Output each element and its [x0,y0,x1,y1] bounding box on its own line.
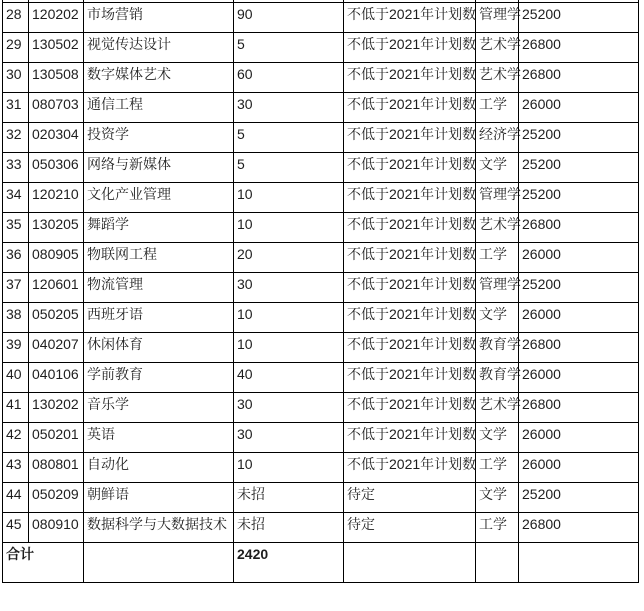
major-code-cell: 020304 [29,123,84,153]
tuition-cell: 26800 [519,513,639,543]
plan-note-cell: 不低于2021年计划数 [344,183,476,213]
tuition-cell: 26000 [519,423,639,453]
major-code-cell: 040106 [29,363,84,393]
row-number-cell: 29 [3,33,29,63]
major-name-cell: 投资学 [84,123,234,153]
major-code-cell: 080801 [29,453,84,483]
tuition-cell: 26000 [519,363,639,393]
tuition-cell: 26000 [519,453,639,483]
tuition-cell: 26000 [519,243,639,273]
tuition-cell: 26800 [519,393,639,423]
discipline-cell: 文学 [476,483,519,513]
major-code-cell: 130202 [29,393,84,423]
summary-total: 2420 [234,543,344,583]
plan-note-cell: 不低于2021年计划数 [344,333,476,363]
plan-count-cell: 20 [234,243,344,273]
tuition-cell [519,543,639,583]
discipline-cell: 工学 [476,513,519,543]
row-number-cell: 31 [3,93,29,123]
major-code-cell: 130502 [29,33,84,63]
tuition-cell: 25200 [519,273,639,303]
major-name-cell: 数据科学与大数据技术 [84,513,234,543]
row-number-cell: 34 [3,183,29,213]
row-number-cell: 39 [3,333,29,363]
tuition-cell: 25200 [519,3,639,33]
discipline-cell [476,543,519,583]
row-number-cell: 41 [3,393,29,423]
major-code-cell: 120210 [29,183,84,213]
tuition-cell: 26000 [519,303,639,333]
major-code-cell: 080703 [29,93,84,123]
table-row [3,213,639,243]
table-row [3,153,639,183]
major-code-cell: 050306 [29,153,84,183]
tuition-cell: 26800 [519,63,639,93]
major-name-cell: 视觉传达设计 [84,33,234,63]
tuition-cell: 26800 [519,33,639,63]
major-name-cell: 文化产业管理 [84,183,234,213]
plan-count-cell: 40 [234,363,344,393]
plan-count-cell: 5 [234,33,344,63]
plan-count-cell: 10 [234,333,344,363]
major-name-cell [84,543,234,583]
discipline-cell: 艺术学 [476,213,519,243]
plan-count-cell: 90 [234,3,344,33]
row-number-cell: 44 [3,483,29,513]
plan-note-cell: 待定 [344,483,476,513]
plan-count-cell: 10 [234,183,344,213]
tuition-cell: 25200 [519,153,639,183]
table-row [3,3,639,33]
summary-label: 合计 [3,543,84,583]
discipline-cell: 文学 [476,423,519,453]
discipline-cell: 艺术学 [476,63,519,93]
discipline-cell: 工学 [476,93,519,123]
plan-count-cell: 5 [234,153,344,183]
major-name-cell: 网络与新媒体 [84,153,234,183]
discipline-cell: 艺术学 [476,33,519,63]
major-name-cell: 数字媒体艺术 [84,63,234,93]
discipline-cell: 管理学 [476,183,519,213]
discipline-cell: 文学 [476,153,519,183]
plan-note-cell: 不低于2021年计划数 [344,393,476,423]
table-row [3,123,639,153]
plan-count-cell: 10 [234,213,344,243]
major-name-cell: 学前教育 [84,363,234,393]
major-name-cell: 市场营销 [84,3,234,33]
plan-note-cell: 不低于2021年计划数 [344,33,476,63]
discipline-cell: 工学 [476,243,519,273]
major-name-cell: 西班牙语 [84,303,234,333]
discipline-cell: 管理学 [476,3,519,33]
plan-note-cell: 不低于2021年计划数 [344,453,476,483]
row-number-cell: 43 [3,453,29,483]
major-code-cell: 050201 [29,423,84,453]
plan-count-cell: 30 [234,393,344,423]
plan-count-cell: 未招 [234,513,344,543]
tuition-cell: 25200 [519,123,639,153]
plan-note-cell [344,543,476,583]
tuition-cell: 25200 [519,483,639,513]
plan-count-cell: 30 [234,273,344,303]
table-row [3,33,639,63]
major-name-cell: 休闲体育 [84,333,234,363]
major-code-cell: 050209 [29,483,84,513]
major-name-cell: 物联网工程 [84,243,234,273]
table-row [3,93,639,123]
major-name-cell: 物流管理 [84,273,234,303]
discipline-cell: 文学 [476,303,519,333]
major-code-cell: 130205 [29,213,84,243]
major-code-cell: 120202 [29,3,84,33]
table-row [3,183,639,213]
major-name-cell: 舞蹈学 [84,213,234,243]
row-number-cell: 35 [3,213,29,243]
row-number-cell: 40 [3,363,29,393]
table-row [3,303,639,333]
plan-count-cell: 30 [234,93,344,123]
major-name-cell: 音乐学 [84,393,234,423]
plan-count-cell: 10 [234,453,344,483]
summary-row [3,543,639,583]
table-row [3,393,639,423]
plan-note-cell: 不低于2021年计划数 [344,63,476,93]
discipline-cell: 工学 [476,453,519,483]
discipline-cell: 教育学 [476,333,519,363]
row-number-cell: 28 [3,3,29,33]
plan-count-cell: 60 [234,63,344,93]
tuition-cell: 26800 [519,333,639,363]
major-code-cell: 080910 [29,513,84,543]
tuition-cell: 26000 [519,93,639,123]
row-number-cell: 33 [3,153,29,183]
table-row [3,513,639,543]
enrollment-plan-table [2,0,639,583]
row-number-cell: 36 [3,243,29,273]
major-code-cell: 080905 [29,243,84,273]
tuition-cell: 26800 [519,213,639,243]
discipline-cell: 管理学 [476,273,519,303]
plan-note-cell: 不低于2021年计划数 [344,153,476,183]
plan-note-cell: 不低于2021年计划数 [344,93,476,123]
major-code-cell: 050205 [29,303,84,333]
row-number-cell: 30 [3,63,29,93]
row-number-cell: 45 [3,513,29,543]
plan-note-cell: 不低于2021年计划数 [344,423,476,453]
table-row [3,273,639,303]
discipline-cell: 教育学 [476,363,519,393]
major-name-cell: 自动化 [84,453,234,483]
major-name-cell: 通信工程 [84,93,234,123]
plan-count-cell: 30 [234,423,344,453]
row-number-cell: 32 [3,123,29,153]
plan-count-cell: 5 [234,123,344,153]
plan-note-cell: 不低于2021年计划数 [344,3,476,33]
discipline-cell: 艺术学 [476,393,519,423]
row-number-cell: 42 [3,423,29,453]
table-row [3,483,639,513]
plan-note-cell: 不低于2021年计划数 [344,123,476,153]
plan-note-cell: 不低于2021年计划数 [344,303,476,333]
tuition-cell: 25200 [519,183,639,213]
discipline-cell: 经济学 [476,123,519,153]
plan-note-cell: 待定 [344,513,476,543]
major-name-cell: 英语 [84,423,234,453]
table-row [3,453,639,483]
table-row [3,363,639,393]
table-row [3,333,639,363]
table-row [3,63,639,93]
table-row [3,243,639,273]
row-number-cell: 37 [3,273,29,303]
major-code-cell: 130508 [29,63,84,93]
plan-count-cell: 10 [234,303,344,333]
table-row [3,423,639,453]
major-code-cell: 120601 [29,273,84,303]
plan-note-cell: 不低于2021年计划数 [344,363,476,393]
plan-note-cell: 不低于2021年计划数 [344,273,476,303]
plan-note-cell: 不低于2021年计划数 [344,213,476,243]
plan-count-cell: 未招 [234,483,344,513]
plan-note-cell: 不低于2021年计划数 [344,243,476,273]
major-code-cell: 040207 [29,333,84,363]
row-number-cell: 38 [3,303,29,333]
major-name-cell: 朝鲜语 [84,483,234,513]
